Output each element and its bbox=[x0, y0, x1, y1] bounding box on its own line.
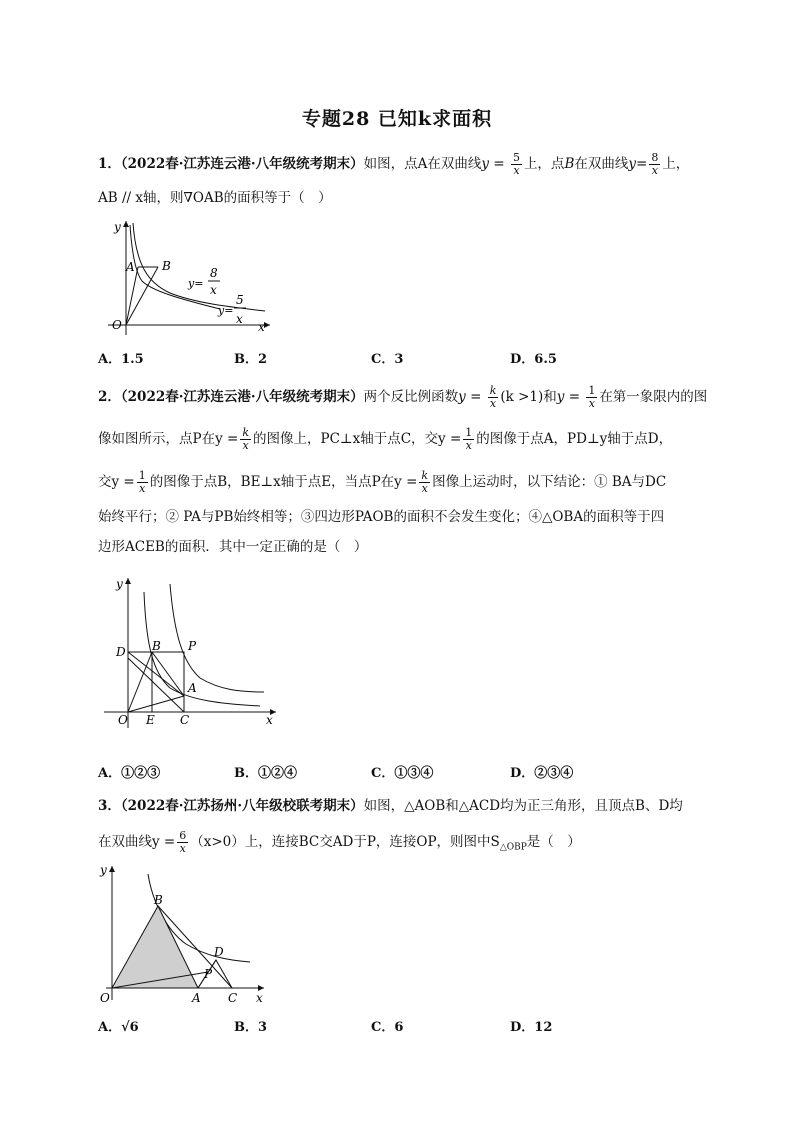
svg-text:5: 5 bbox=[236, 293, 244, 307]
point-b-label: B bbox=[154, 893, 163, 907]
point-a-label: A bbox=[188, 681, 197, 695]
q1-source: （2022春·江苏连云港·八年级统考期末） bbox=[120, 156, 364, 172]
q3-option-d[interactable]: D．12 bbox=[510, 1020, 553, 1035]
q2-line-4: 始终平行；② PA与PB始终相等；③四边形PAOB的面积不会发生变化；④△OBA的面积等于四 bbox=[98, 509, 665, 525]
q3-line-2: 在双曲线y = $\frac{6}{x}$ （x>0）上，连接BC交AD于P，连接OP，则图中$S_{\triangle OBP}$是（ ） bbox=[98, 829, 581, 855]
origin-label: O bbox=[100, 991, 110, 1005]
x-axis-label: x bbox=[258, 320, 265, 334]
origin-label: O bbox=[112, 318, 122, 332]
q3-figure bbox=[96, 860, 276, 1008]
point-d-label: D bbox=[116, 645, 126, 659]
q1-number: 1． bbox=[98, 156, 121, 172]
q3-option-a[interactable]: A．√6 bbox=[98, 1020, 139, 1035]
point-b-label: B bbox=[162, 259, 171, 273]
curve-5-label: y= bbox=[218, 304, 234, 317]
point-p-label: P bbox=[188, 639, 197, 653]
q1-option-d[interactable]: D．6.5 bbox=[510, 352, 557, 367]
svg-text:x: x bbox=[210, 283, 217, 297]
y-axis-label: y bbox=[116, 577, 123, 591]
q2-line-2: 像如图所示，点P在y = $\frac{k}{x}$ 的图像上，PC⊥x轴于点C，交y = $\frac{1}{x}$ 的图像于点A，PD⊥y轴于点D， bbox=[98, 426, 673, 452]
q1-option-b[interactable]: B．2 bbox=[234, 352, 268, 367]
q1-figure bbox=[100, 215, 280, 337]
point-p-label: P bbox=[204, 967, 213, 981]
point-a-label: A bbox=[126, 260, 135, 274]
y-axis-label: y bbox=[114, 220, 121, 234]
q2-line-5: 边形ACEB的面积．其中一定正确的是（ ） bbox=[98, 539, 368, 555]
svg-text:8: 8 bbox=[210, 266, 218, 280]
fraction-5-over-x: $\frac{5}{x}$ bbox=[512, 151, 520, 177]
q2-line-1: 2．（2022春·江苏连云港·八年级统考期末）两个反比例函数y = $\frac{k}{x}$ (k >1)和y = $\frac{1}{x}$ 在第一象限内的图 bbox=[98, 384, 708, 410]
q2-line-3: 交y = $\frac{1}{x}$ 的图像于点B，BE⊥x轴于点E，当点P在y = $\frac{k}{x}$ 图像上运动时，以下结论：① BA与DC bbox=[98, 469, 667, 495]
point-b-label: B bbox=[152, 639, 161, 653]
point-c-label: C bbox=[180, 713, 190, 727]
q2-option-d[interactable]: D．②③④ bbox=[510, 766, 574, 781]
q1-line-1: 1．（2022春·江苏连云港·八年级统考期末）如图，点A在双曲线y = $\frac{5}{x}$ 上，点B在双曲线y= $\frac{8}{x}$ 上， bbox=[98, 151, 690, 177]
q2-option-a[interactable]: A．①②③ bbox=[98, 766, 161, 781]
q2-figure bbox=[100, 572, 285, 732]
point-c-label: C bbox=[228, 991, 238, 1005]
x-axis-label: x bbox=[256, 991, 263, 1005]
point-d-label: D bbox=[214, 945, 224, 959]
curve-8-label: y= bbox=[188, 277, 204, 290]
q3-option-c[interactable]: C．6 bbox=[371, 1020, 404, 1035]
x-axis-label: x bbox=[266, 713, 273, 727]
y-axis-label: y bbox=[100, 863, 107, 877]
q2-option-c[interactable]: C．①③④ bbox=[371, 766, 434, 781]
svg-text:x: x bbox=[236, 312, 243, 326]
q2-option-b[interactable]: B．①②④ bbox=[234, 766, 297, 781]
point-e-label: E bbox=[146, 713, 155, 727]
q1-line-2: AB // x轴，则∇OAB的面积等于（ ） bbox=[98, 190, 332, 206]
fraction-8-over-x: $\frac{8}{x}$ bbox=[651, 151, 659, 177]
q3-option-b[interactable]: B．3 bbox=[234, 1020, 268, 1035]
origin-label: O bbox=[118, 713, 128, 727]
q1-option-a[interactable]: A．1.5 bbox=[98, 352, 144, 367]
page-title: 专题28 已知k求面积 bbox=[301, 108, 493, 130]
q1-option-c[interactable]: C．3 bbox=[371, 352, 404, 367]
q3-line-1: 3．（2022春·江苏扬州·八年级校联考期末）如图，△AOB和△ACD均为正三角形，且顶点B、D均 bbox=[98, 798, 683, 814]
point-a-label: A bbox=[192, 991, 201, 1005]
